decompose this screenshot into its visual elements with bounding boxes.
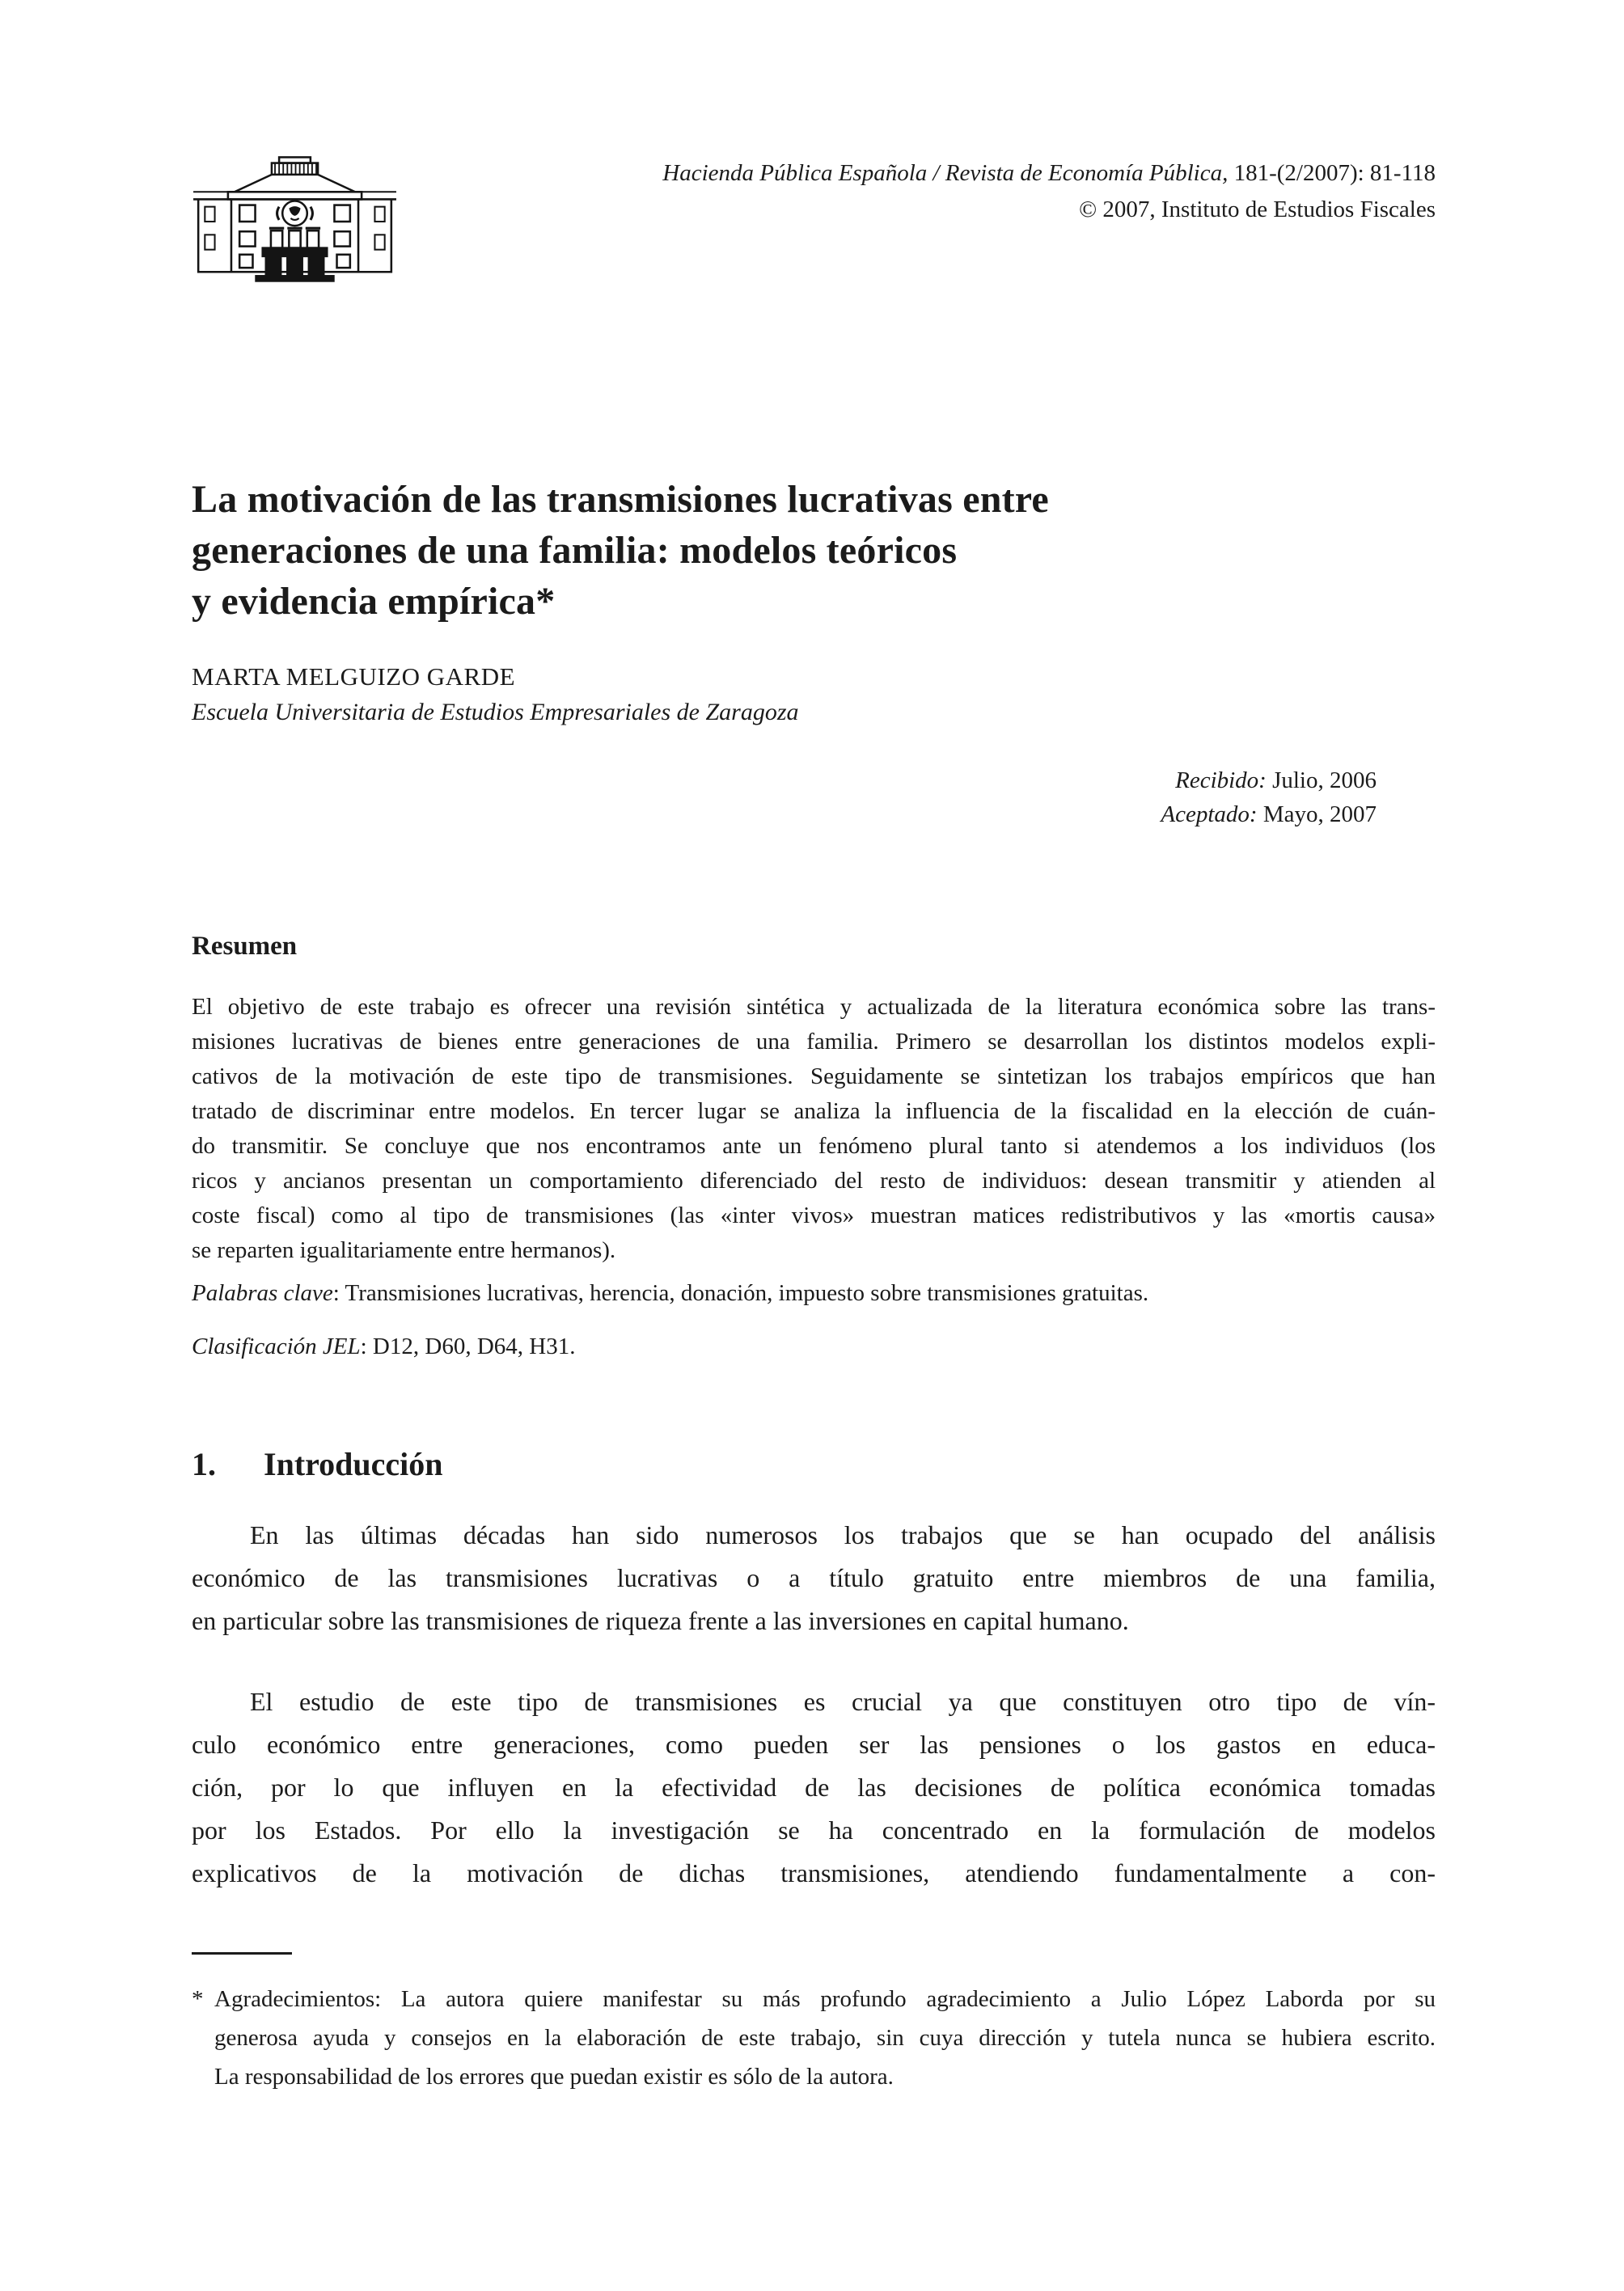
submission-dates bbox=[192, 763, 1377, 831]
body-line: en particular sobre las transmisiones de riqueza frente a las inversiones en capital humano. bbox=[192, 1606, 1129, 1635]
body-line: explicativos de la motivación de dichas transmisiones, atendiendo fundamentalmente a con- bbox=[192, 1858, 1436, 1887]
body-line: El estudio de este tipo de transmisiones es crucial ya que constituyen otro tipo de vín- bbox=[250, 1687, 1436, 1716]
intro-paragraph-1 bbox=[192, 1514, 1436, 1642]
body-line: En las últimas décadas han sido numerosos los trabajos que se han ocupado del análisis bbox=[250, 1520, 1436, 1549]
copyright-line: © 2007, Instituto de Estudios Fiscales bbox=[1079, 197, 1436, 222]
footnote-line: generosa ayuda y consejos en la elaboración de este trabajo, sin cuya dirección y tutela nunca se hubiera escrito. bbox=[214, 2025, 1436, 2051]
footnote-marker: * bbox=[192, 1986, 204, 2012]
footnote-line: La responsabilidad de los errores que puedan existir es sólo de la autora. bbox=[214, 2064, 894, 2090]
body-line: por los Estados. Por ello la investigación se ha concentrado en la formulación de modelos bbox=[192, 1815, 1436, 1845]
abstract-line: cativos de la motivación de este tipo de transmisiones. Seguidamente se sintetizan los trabajos empíricos que han bbox=[192, 1063, 1436, 1089]
journal-header bbox=[192, 155, 1436, 228]
journal-name: Hacienda Pública Española / Revista de Economía Pública, bbox=[662, 160, 1229, 186]
jel-line bbox=[192, 1329, 1436, 1363]
footnote-text: Agradecimientos: La autora quiere manifestar su más profundo agradecimiento a Julio López Laborda por su bbox=[214, 1986, 1436, 2012]
abstract-line: coste fiscal) como al tipo de transmisiones (las «inter vivos» muestran matices redistributivos y las «mortis causa» bbox=[192, 1203, 1436, 1228]
abstract-line: ricos y ancianos presentan un comportamiento diferenciado del resto de individuos: desean transmitir y atienden al bbox=[192, 1168, 1436, 1194]
keywords-label: Palabras clave bbox=[192, 1280, 333, 1306]
received-label: Recibido: bbox=[1175, 767, 1267, 793]
received-line bbox=[192, 763, 1377, 797]
body-line: ción, por lo que influyen en la efectividad de las decisiones de política económica tomadas bbox=[192, 1773, 1436, 1802]
abstract-text bbox=[192, 990, 1436, 1268]
keywords-line bbox=[192, 1276, 1436, 1310]
body-line: económico de las transmisiones lucrativas o a título gratuito entre miembros de una familia, bbox=[192, 1563, 1436, 1592]
jel-codes: : D12, D60, D64, H31. bbox=[360, 1334, 576, 1359]
section-heading bbox=[192, 1444, 1436, 1485]
title-line: generaciones de una familia: modelos teóricos bbox=[192, 529, 958, 572]
accepted-label: Aceptado: bbox=[1161, 801, 1258, 827]
footnote-rule bbox=[192, 1952, 292, 1955]
abstract-line: tratado de discriminar entre modelos. En tercer lugar se analiza la influencia de la fiscalidad en la elección de cuán- bbox=[192, 1098, 1436, 1124]
abstract-line: El objetivo de este trabajo es ofrecer una revisión sintética y actualizada de la literatura económica sobre las trans- bbox=[192, 994, 1436, 1020]
section-number: 1. bbox=[192, 1446, 216, 1482]
abstract-line: do transmitir. Se concluye que nos encontramos ante un fenómeno plural tanto si atendemos a los individuos (los bbox=[192, 1133, 1436, 1159]
journal-issue-pages: 181-(2/2007): 81-118 bbox=[1228, 160, 1436, 186]
body-line: culo económico entre generaciones, como pueden ser las pensiones o los gastos en educa- bbox=[192, 1730, 1436, 1759]
abstract-heading: Resumen bbox=[192, 932, 298, 961]
abstract-line: se reparten igualitariamente entre hermanos). bbox=[192, 1237, 616, 1263]
footnote bbox=[192, 1980, 1436, 2096]
article-title bbox=[192, 474, 1340, 627]
footnote-line bbox=[192, 1980, 1436, 2018]
title-line: La motivación de las transmisiones lucrativas entre bbox=[192, 478, 1049, 521]
section-title: Introducción bbox=[264, 1446, 443, 1482]
author-name: MARTA MELGUIZO GARDE bbox=[192, 662, 516, 691]
abstract-line: misiones lucrativas de bienes entre generaciones de una familia. Primero se desarrollan los distintos modelos expli- bbox=[192, 1029, 1436, 1055]
received-value: Julio, 2006 bbox=[1266, 767, 1377, 793]
title-line: y evidencia empírica* bbox=[192, 580, 556, 623]
jel-label: Clasificación JEL bbox=[192, 1334, 361, 1359]
intro-paragraph-2 bbox=[192, 1680, 1436, 1895]
accepted-value: Mayo, 2007 bbox=[1257, 801, 1377, 827]
author-affiliation: Escuela Universitaria de Estudios Empresariales de Zaragoza bbox=[192, 699, 799, 725]
journal-reference-line bbox=[192, 155, 1436, 192]
keywords-text: : Transmisiones lucrativas, herencia, donación, impuesto sobre transmisiones gratuitas. bbox=[332, 1280, 1149, 1306]
accepted-line bbox=[192, 797, 1377, 831]
